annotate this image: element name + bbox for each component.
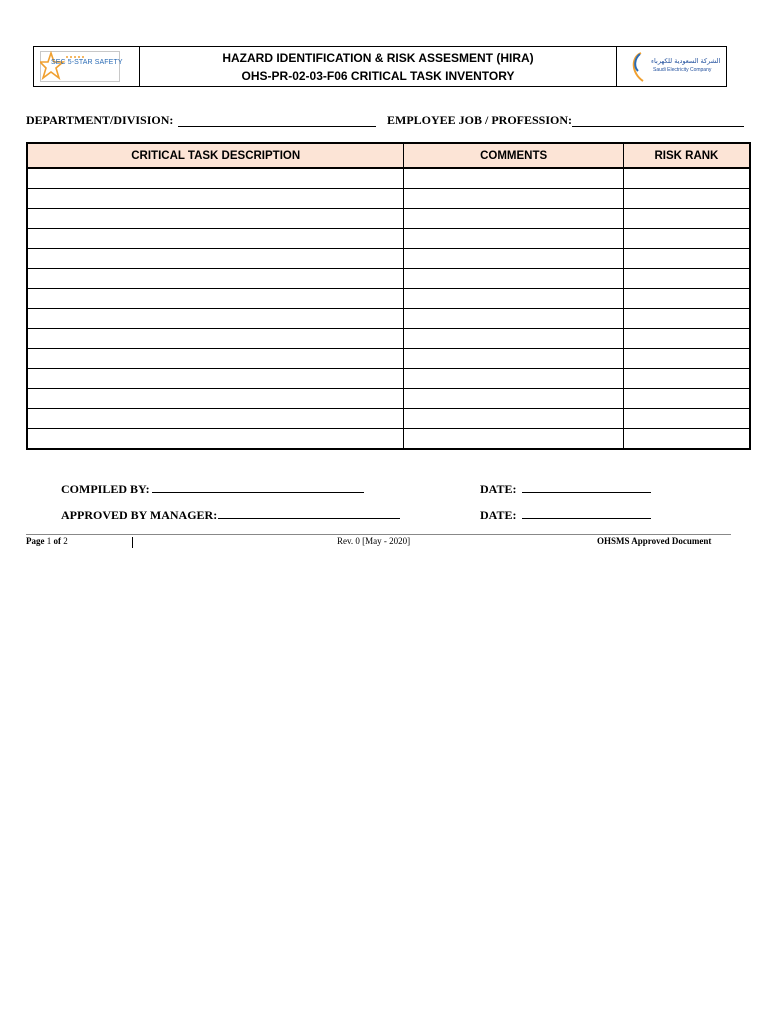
approval-status: OHSMS Approved Document [597, 536, 712, 546]
risk-rank-cell[interactable] [623, 409, 750, 429]
comments-cell[interactable] [404, 389, 623, 409]
table-row [27, 289, 750, 309]
task-description-cell[interactable] [27, 369, 404, 389]
table-row [27, 168, 750, 189]
risk-rank-cell[interactable] [623, 329, 750, 349]
comments-cell[interactable] [404, 189, 623, 209]
comments-cell[interactable] [404, 369, 623, 389]
comments-cell[interactable] [404, 289, 623, 309]
logo-arabic-text: الشركة السعودية للكهرباء [651, 57, 721, 65]
employee-fields [26, 112, 746, 128]
table-row [27, 209, 750, 229]
task-description-cell[interactable] [27, 269, 404, 289]
comments-cell[interactable] [404, 229, 623, 249]
sec-emblem-icon [629, 51, 651, 83]
risk-rank-cell[interactable] [623, 269, 750, 289]
comments-cell[interactable] [404, 269, 623, 289]
task-description-cell[interactable] [27, 289, 404, 309]
date-field-2[interactable] [522, 518, 651, 519]
page-word: Page [26, 536, 45, 546]
logo-caption: SEC 5-STAR SAFETY [51, 59, 123, 66]
task-description-cell[interactable] [27, 409, 404, 429]
table-row [27, 369, 750, 389]
footer-rule [26, 534, 731, 535]
comments-cell[interactable] [404, 329, 623, 349]
header-title [140, 47, 616, 86]
approved-by-label: APPROVED BY MANAGER: [61, 508, 218, 522]
footer-divider [132, 537, 133, 548]
date-field-1[interactable] [522, 492, 651, 493]
column-header-risk-rank: RISK RANK [623, 143, 750, 168]
logo-english-text: Saudi Electricity Company [653, 67, 712, 73]
job-profession-label: EMPLOYEE JOB / PROFESSION: [387, 113, 573, 127]
table-row [27, 389, 750, 409]
star-logo-icon [40, 51, 120, 82]
comments-cell[interactable] [404, 409, 623, 429]
column-header-comments: COMMENTS [404, 143, 623, 168]
page-current: 1 [46, 536, 52, 546]
compiled-by-field[interactable] [152, 492, 364, 493]
approved-by-field[interactable] [218, 518, 400, 519]
compiled-by-label: COMPILED BY: [61, 482, 150, 496]
task-description-cell[interactable] [27, 168, 404, 189]
task-description-cell[interactable] [27, 209, 404, 229]
revision-text: Rev. 0 [May - 2020] [337, 536, 411, 546]
risk-rank-cell[interactable] [623, 168, 750, 189]
date-label-1: DATE: [480, 482, 517, 496]
column-header-task-description: CRITICAL TASK DESCRIPTION [27, 143, 404, 168]
job-profession-field[interactable] [572, 126, 744, 127]
table-header-row [27, 143, 750, 168]
risk-rank-cell[interactable] [623, 189, 750, 209]
critical-task-table [26, 142, 751, 450]
of-word: of [53, 536, 61, 546]
task-description-cell[interactable] [27, 189, 404, 209]
table-row [27, 409, 750, 429]
date-label-2: DATE: [480, 508, 517, 522]
department-label: DEPARTMENT/DIVISION: [26, 113, 174, 127]
task-description-cell[interactable] [27, 229, 404, 249]
risk-rank-cell[interactable] [623, 309, 750, 329]
risk-rank-cell[interactable] [623, 349, 750, 369]
task-description-cell[interactable] [27, 349, 404, 369]
table-row [27, 249, 750, 269]
task-description-cell[interactable] [27, 429, 404, 450]
table-row [27, 229, 750, 249]
comments-cell[interactable] [404, 309, 623, 329]
risk-rank-cell[interactable] [623, 229, 750, 249]
document-header [33, 46, 727, 87]
comments-cell[interactable] [404, 209, 623, 229]
risk-rank-cell[interactable] [623, 389, 750, 409]
saudi-electricity-logo [616, 47, 726, 86]
table-row [27, 309, 750, 329]
risk-rank-cell[interactable] [623, 369, 750, 389]
page-total: 2 [63, 536, 68, 546]
table-row [27, 269, 750, 289]
comments-cell[interactable] [404, 349, 623, 369]
table-row [27, 329, 750, 349]
sec-five-star-logo [34, 47, 140, 86]
comments-cell[interactable] [404, 168, 623, 189]
risk-rank-cell[interactable] [623, 429, 750, 450]
table-row [27, 349, 750, 369]
department-field[interactable] [178, 126, 376, 127]
task-description-cell[interactable] [27, 329, 404, 349]
task-description-cell[interactable] [27, 389, 404, 409]
table-row [27, 189, 750, 209]
page-number [26, 536, 68, 546]
comments-cell[interactable] [404, 429, 623, 450]
title-line-2: OHS-PR-02-03-F06 CRITICAL TASK INVENTORY [241, 68, 515, 83]
comments-cell[interactable] [404, 249, 623, 269]
risk-rank-cell[interactable] [623, 249, 750, 269]
table-row [27, 429, 750, 450]
title-line-1: HAZARD IDENTIFICATION & RISK ASSESMENT (HIRA) [222, 50, 534, 65]
risk-rank-cell[interactable] [623, 209, 750, 229]
task-description-cell[interactable] [27, 249, 404, 269]
risk-rank-cell[interactable] [623, 289, 750, 309]
task-description-cell[interactable] [27, 309, 404, 329]
